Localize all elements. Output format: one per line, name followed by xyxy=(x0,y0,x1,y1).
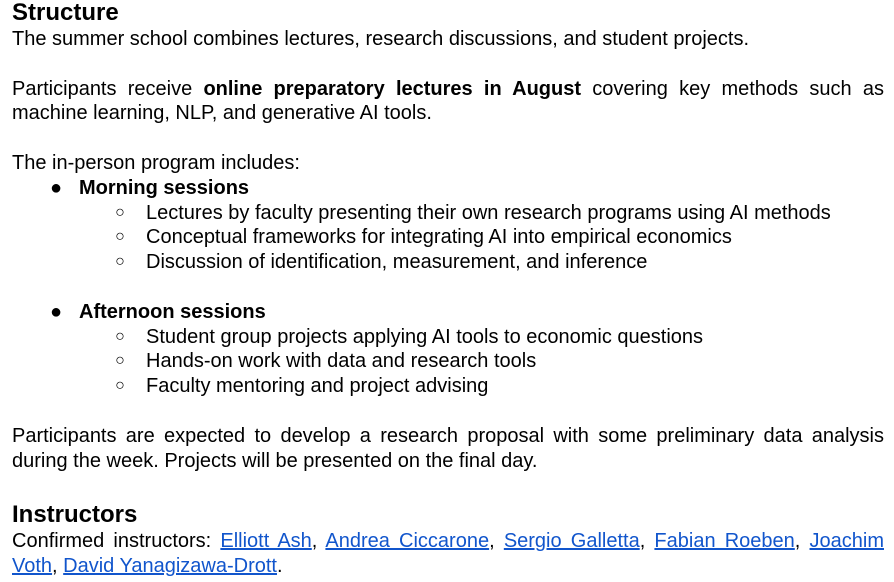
instructor-link-voth[interactable]: Joachim Voth xyxy=(12,530,884,578)
list-item-text: Lectures by faculty presenting their own research programs using AI methods xyxy=(146,201,831,224)
session-afternoon xyxy=(12,300,884,399)
list-item-text: Faculty mentoring and project advising xyxy=(146,375,489,398)
list-item xyxy=(79,250,884,275)
terminator: . xyxy=(276,555,283,578)
instructors-heading: Instructors xyxy=(12,501,138,529)
bullet-circle-icon: ○ xyxy=(115,228,125,246)
session-items xyxy=(79,201,884,275)
prep-bold-text: online preparatory lectures in August xyxy=(203,77,582,100)
separator: , xyxy=(794,530,810,553)
separator: , xyxy=(311,530,326,553)
program-intro: The in-person program includes: xyxy=(12,151,300,174)
list-item-text: Student group projects applying AI tools to economic questions xyxy=(146,325,704,348)
prep-text-after: covering key methods such as machine learning, NLP, and generative AI tools. xyxy=(12,77,884,125)
list-item xyxy=(79,325,884,350)
bullet-disc-icon: ● xyxy=(49,300,63,323)
session-list xyxy=(12,176,884,399)
structure-heading: Structure xyxy=(12,0,119,26)
bullet-circle-icon: ○ xyxy=(115,203,125,221)
bullet-disc-icon: ● xyxy=(49,176,63,199)
instructor-link-yanagizawa-drott[interactable]: David Yanagizawa-Drott xyxy=(63,555,277,578)
spacer xyxy=(12,52,884,77)
separator: , xyxy=(639,530,655,553)
instructor-link-roeben[interactable]: Fabian Roeben xyxy=(654,530,795,553)
spacer xyxy=(12,399,884,424)
separator: , xyxy=(52,555,64,578)
preparatory-paragraph xyxy=(12,77,884,127)
instructor-link-ciccarone[interactable]: Andrea Ciccarone xyxy=(325,530,490,553)
list-item-text: Hands-on work with data and research tools xyxy=(146,350,537,373)
bullet-circle-icon: ○ xyxy=(115,352,125,370)
list-item-text: Discussion of identification, measurement, and inference xyxy=(146,251,648,274)
session-title: Afternoon sessions xyxy=(79,300,266,323)
list-item xyxy=(79,201,884,226)
outro-paragraph: Participants are expected to develop a research proposal with some preliminary data analysis during the week. Projects will be presented on the final day. xyxy=(12,424,884,472)
list-item xyxy=(79,374,884,399)
separator: , xyxy=(489,530,504,553)
list-item-text: Conceptual frameworks for integrating AI into empirical economics xyxy=(146,226,732,249)
instructors-paragraph xyxy=(12,529,884,579)
spacer xyxy=(12,275,884,300)
instructor-link-galletta[interactable]: Sergio Galletta xyxy=(503,530,640,553)
spacer xyxy=(12,126,884,151)
spacer xyxy=(12,473,884,493)
bullet-circle-icon: ○ xyxy=(115,253,125,271)
list-item xyxy=(79,225,884,250)
session-morning xyxy=(12,176,884,275)
instructors-prefix: Confirmed instructors: xyxy=(12,530,221,553)
bullet-circle-icon: ○ xyxy=(115,327,125,345)
list-item xyxy=(79,349,884,374)
session-items xyxy=(79,325,884,399)
session-title: Morning sessions xyxy=(79,176,250,199)
structure-intro: The summer school combines lectures, research discussions, and student projects. xyxy=(12,28,750,50)
bullet-circle-icon: ○ xyxy=(115,377,125,395)
prep-text-before: Participants receive xyxy=(12,77,204,100)
instructor-link-ash[interactable]: Elliott Ash xyxy=(220,530,312,553)
